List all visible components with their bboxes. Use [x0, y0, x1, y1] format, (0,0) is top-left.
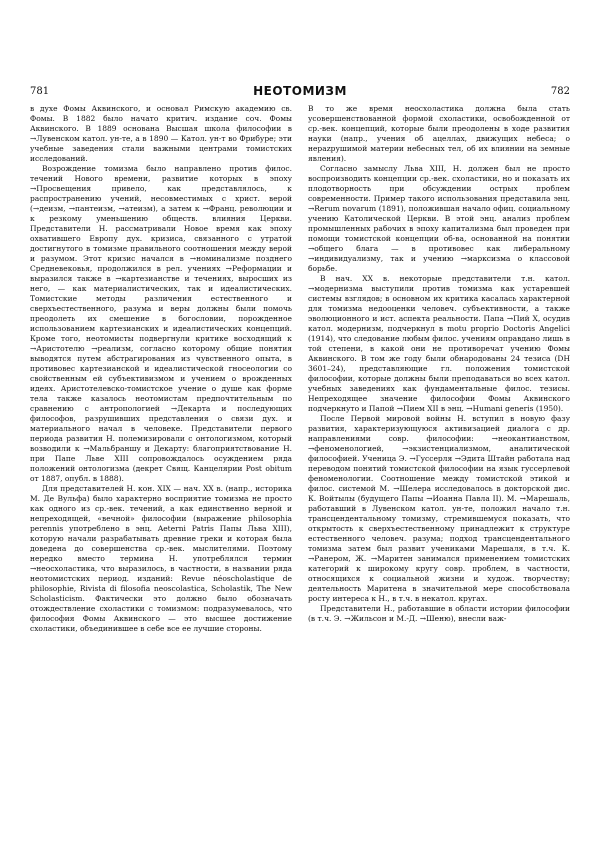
- paragraph: Согласно замыслу Льва XIII, Н. должен был не просто воспроизводить концепции ср.-век. схоластики, но и показать их плодотворность при обсуждении острых проблем современности. Пример такого использования представила энц. →Rerum novarum (1891), положившая начало офиц. социальному учению Католической Церкви. В этой энц. анализ проблем промышленных рабочих в эпоху капитализма был проведен при помощи томистской концепции об-ва, основанной на понятии →общего блага — в противовес как либеральному →индивидуализму, так и учению →марксизма о классовой борьбе.: [308, 164, 570, 273]
- page-number-right: 782: [550, 86, 570, 97]
- running-title: НЕОТОМИЗМ: [253, 84, 347, 98]
- paragraph: В нач. XX в. некоторые представители т.н. катол. →модернизма выступили против томизма как устаревшей системы взглядов; в основном их критика касалась характерной для томизма недооценки человеч. субъективности, а также эволюционного и ист. аспекта реальности. Папа →Пий X, осудив катол. модернизм, подчеркнул в motu proprio Doctoris Angelici (1914), что следование любым филос. учениям оправдано лишь в той степени, в какой они не противоречат учению Фомы Аквинского. В том же году были обнародованы 24 тезиса (DH 3601–24), представляющие гл. положения томистской философии, которые должны были преподаваться во всех катол. учебных заведениях как фундаментальные филос. тезисы. Непреходящее значение философии Фомы Аквинского подчеркнуто и Папой →Пием XII в энц. →Humani generis (1950).: [308, 274, 570, 413]
- paragraph: В то же время неосхоластика должна была стать усовершенствованной формой схоластики, освобожденной от ср.-век. концепций, которые были преодолены в ходе развития науки (напр., учения об ацеллах, движущих небеса; о нерazрушимой материи небесных тел, об их влиянии на земные явления).: [308, 104, 570, 163]
- paragraph: Для представителей Н. кон. XIX — нач. XX в. (напр., историка М. Де Вульфа) было характерно восприятие томизма не просто как одного из ср.-век. течений, а как единственно верной и непреходящей, «вечной» философии (выражение philosophia perennis употреблено в энц. Aeterni Patris Папы Льва XIII), которую начали разрабатывать древние греки и которая была доведена до совершенства ср.-век. мыслителями. Поэтому нередко вместо термина Н. употреблялся термин →неосхоластика, что выразилось, в частности, в названии ряда неотомистских период. изданий: Revue néoscholastique de philosophie, Rivista di filosofia neoscolastica, Scholastik, The New Scholasticism. Фактически это должно было обозначать отождествление схоластики с томизмом: подразумевалось, что философия Фомы Аквинского — это высшее достижение схоластики, объединившее в себе все ее лучшие стороны.: [30, 484, 292, 633]
- paragraph: в духе Фомы Аквинского, и основал Римскую академию св. Фомы. В 1882 было начато критич. издание соч. Фомы Аквинского. В 1889 основана Высшая школа философии в →Лувенском катол. ун-те, а в 1890 — Катол. ун-т во Фрибуре; эти учебные заведения стали важными центрами томистских исследований.: [30, 104, 292, 163]
- paragraph: После Первой мировой войны Н. вступил в новую фазу развития, характеризующуюся активизацией диалога с др. направлениями совр. философии: →неокантианством, →феноменологией, →экзистенциализмом, аналитической философией. Ученица Э. →Гуссерля →Эдита Штайн работала над переводом понятий томистской философии на язык гуссерлевой феноменологии. Соотношение между томистской этикой и филос. системой М. →Шелера исследовалось в докторской дис. К. Войтылы (будущего Папы →Иоанна Павла II). М. →Марешаль, работавший в Лувенском катол. ун-те, положил начало т.н. трансцендентальному томизму, стремившемуся показать, что открытость к сверхъестественному принадлежит к структуре естественного человеч. разума; подход трансцендентального томизма затем был развит учениками Марешаля, в т.ч. К. →Ранером, Ж. →Маритен занимался применением томистских категорий к широкому кругу совр. проблем, в частности, относящихся к социальной жизни и худож. творчеству; деятельность Маритена в значительной мере способствовала росту интереса к Н., в т.ч. в некатол. кругах.: [308, 414, 570, 603]
- right-column: [308, 104, 570, 847]
- page-header: [30, 86, 570, 100]
- left-column: [30, 104, 292, 847]
- paragraph: Представители Н., работавшие в области истории философии (в т.ч. Э. →Жильсон и М.-Д. →Шеню), внесли важ-: [308, 604, 570, 623]
- paragraph: Возрождение томизма было направлено против филос. течений Нового времени, развитие которых в эпоху →Просвещения привело, как представлялось, к распространению учений, несовместимых с христ. верой (→деизм, →пантеизм, →атеизм), а затем к →Франц. революции и к резкому уменьшению обществ. влияния Церкви. Представители Н. рассматривали Новое время как эпоху охватившего Европу дух. кризиса, связанного с утратой достигнутого в томизме правильного соотношения между верой и разумом. Этот кризис начался в →номинализме позднего Средневековья, продолжился в рел. учениях →Реформации и выразился также в →картезианстве и течениях, выросших из него, — как материалистических, так и идеалистических. Томистские методы различения естественного и сверхъестественного, разума и веры должны были помочь преодолеть их смешение в богословии, порожденное использованием картезианских и идеалистических концепций. Кроме того, неотомисты подвергнули критике восходящий к →Аристотелю →реализм, согласно которому общие понятия выводятся путем абстрагирования из чувственного опыта, в противовес картезианской и идеалистической гносеологии со свойственным ей субъективизмом и учением о врожденных идеях. Аристотелевско-томистское учение о душе как форме тела также казалось неотомистам предпочтительным по сравнению с антропологией →Декарта и последующих философов, разрушивших представления о связи дух. и материального начал в человеке. Представители первого периода развития Н. полемизировали с онтологизмом, который возводили к →Мальбраншу и Декарту: благоприятствование Н. при Папе Льве XIII сопровождалось осуждением ряда положений онтологизма (декрет Свящ. Канцелярии Post obitum от 1887, опубл. в 1888).: [30, 164, 292, 483]
- page-number-left: 781: [30, 86, 50, 97]
